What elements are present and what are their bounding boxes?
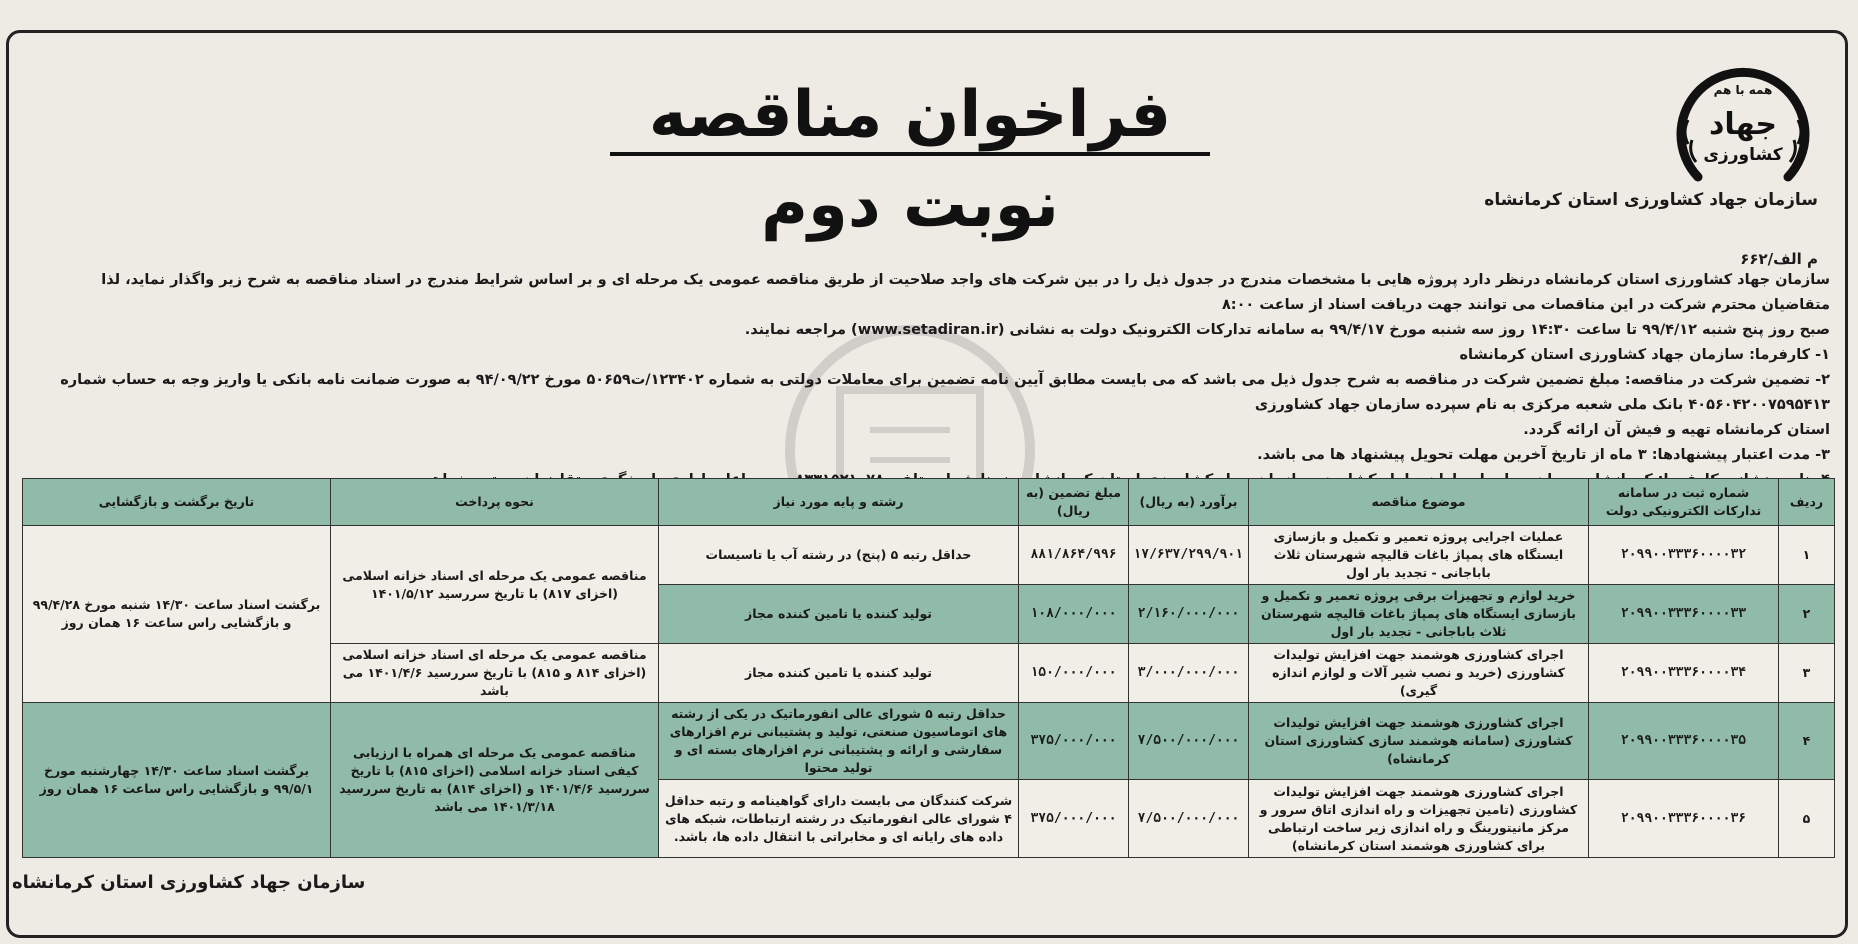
cell-registration: ۲۰۹۹۰۰۳۳۳۶۰۰۰۰۳۵ (1589, 703, 1779, 780)
cell-payment: مناقصه عمومی یک مرحله ای اسناد خزانه اسلامی (اخزای ۸۱۷) با تاریخ سررسید ۱۴۰۱/۵/۱۲ (331, 526, 659, 644)
paragraph-guarantee: ۲- تضمین شرکت در مناقصه: مبلغ تضمین شرکت در مناقصه به شرح جدول ذیل می باشد که می بایست مطابق آیین نامه تضمین برای معاملات دولتی به شماره ۱۲۳۴۰۲/ت۵۰۶۵۹ مورخ ۹۴/۰۹/۲۲ به صورت ضمانت نامه بانکی یا واریز وجه به حساب شماره ۴۰۵۶۰۴۲۰۰۷۵۹۵۴۱۳ بانک ملی شعبه مرکزی به نام سپرده سازمان جهاد کشاورزی (60, 372, 1830, 413)
header-subject: موضوع مناقصه (1249, 479, 1589, 526)
cell-registration: ۲۰۹۹۰۰۳۳۳۶۰۰۰۰۳۶ (1589, 780, 1779, 858)
header-row-number: ردیف (1779, 479, 1835, 526)
page-title: فراخوان مناقصه نوبت دوم (648, 78, 1172, 242)
header-dates: تاریخ برگشت و بازگشایی (23, 479, 331, 526)
cell-row-number: ۴ (1779, 703, 1835, 780)
footer-organization: سازمان جهاد کشاورزی استان کرمانشاه (12, 872, 366, 893)
cell-registration: ۲۰۹۹۰۰۳۳۳۶۰۰۰۰۳۳ (1589, 585, 1779, 644)
header-guarantee: مبلغ تضمین (به ریال) (1019, 479, 1129, 526)
cell-row-number: ۲ (1779, 585, 1835, 644)
logo-main-text: جهاد (1708, 107, 1778, 142)
header-registration: شماره ثبت در سامانه تدارکات الکترونیکی دولت (1589, 479, 1779, 526)
cell-guarantee: ۳۷۵/۰۰۰/۰۰۰ (1019, 703, 1129, 780)
cell-payment: مناقصه عمومی یک مرحله ای اسناد خزانه اسلامی (اخزای ۸۱۴ و ۸۱۵) با تاریخ سررسید ۱۴۰۱/۴/۶ می باشد (331, 644, 659, 703)
table-row (23, 526, 1835, 585)
ad-body (30, 268, 1830, 493)
tender-table (22, 478, 1835, 858)
cell-guarantee: ۱۵۰/۰۰۰/۰۰۰ (1019, 644, 1129, 703)
cell-subject: اجرای کشاورزی هوشمند جهت افزایش تولیدات کشاورزی (تامین تجهیزات و راه اندازی اتاق سرور و مرکز مانیتورینگ و راه اندازی زیر ساخت ارتباطی برای کشاورزی هوشمند استان کرمانشاه) (1249, 780, 1589, 858)
paragraph-employer: ۱- کارفرما: سازمان جهاد کشاورزی استان کرمانشاه (1459, 347, 1830, 363)
cell-estimate: ۷/۵۰۰/۰۰۰/۰۰۰ (1129, 703, 1249, 780)
cell-grade: تولید کننده یا تامین کننده مجاز (659, 644, 1019, 703)
title-underline (610, 152, 1210, 156)
cell-estimate: ۲/۱۶۰/۰۰۰/۰۰۰ (1129, 585, 1249, 644)
cell-subject: اجرای کشاورزی هوشمند جهت افزایش تولیدات کشاورزی (سامانه هوشمند سازی کشاورزی استان کرمانشاه) (1249, 703, 1589, 780)
cell-guarantee: ۸۸۱/۸۶۴/۹۹۶ (1019, 526, 1129, 585)
cell-grade: شرکت کنندگان می بایست دارای گواهینامه و رتبه حداقل ۴ شورای عالی انفورماتیک در رشته ارتباطات، شبکه های داده های رایانه ای و مخابراتی با انتقال داده ها، باشد. (659, 780, 1019, 858)
cell-grade: حداقل رتبه ۵ (پنج) در رشته آب یا تاسیسات (659, 526, 1019, 585)
cell-guarantee: ۳۷۵/۰۰۰/۰۰۰ (1019, 780, 1129, 858)
reference-number: م الف/۶۶۲ (1740, 250, 1818, 268)
cell-registration: ۲۰۹۹۰۰۳۳۳۶۰۰۰۰۳۴ (1589, 644, 1779, 703)
cell-grade: تولید کننده یا تامین کننده مجاز (659, 585, 1019, 644)
cell-subject: خرید لوازم و تجهیزات برقی پروژه تعمیر و تکمیل و بازسازی ایستگاه های پمپاژ باغات قالیچه شهرستان ثلاث باباجانی - تجدید بار اول (1249, 585, 1589, 644)
organization-name: سازمان جهاد کشاورزی استان کرمانشاه (1484, 190, 1818, 210)
paragraph-dates: صبح روز پنج شنبه ۹۹/۴/۱۲ تا ساعت ۱۴:۳۰ روز سه شنبه مورخ ۹۹/۴/۱۷ به سامانه تدارکات الکترونیک دولت به نشانی (www.setadiran.ir) مراجعه نمایند. (744, 322, 1830, 338)
table-header-row (23, 479, 1835, 526)
cell-estimate: ۷/۵۰۰/۰۰۰/۰۰۰ (1129, 780, 1249, 858)
cell-estimate: ۱۷/۶۳۷/۲۹۹/۹۰۱ (1129, 526, 1249, 585)
cell-guarantee: ۱۰۸/۰۰۰/۰۰۰ (1019, 585, 1129, 644)
cell-subject: اجرای کشاورزی هوشمند جهت افزایش تولیدات کشاورزی (خرید و نصب شیر آلات و لوازم اندازه گیری) (1249, 644, 1589, 703)
table-row (23, 703, 1835, 780)
cell-subject: عملیات اجرایی پروژه تعمیر و تکمیل و بازسازی ایستگاه های پمپاژ باغات قالیچه شهرستان ثلاث باباجانی - تجدید بار اول (1249, 526, 1589, 585)
cell-estimate: ۳/۰۰۰/۰۰۰/۰۰۰ (1129, 644, 1249, 703)
paragraph-guarantee-cont: استان کرمانشاه تهیه و فیش آن ارائه گردد. (1523, 422, 1830, 438)
logo-sub-text: کشاورزی (1703, 145, 1783, 165)
header-grade: رشته و پایه مورد نیاز (659, 479, 1019, 526)
jahad-keshavarzi-logo-icon (1668, 52, 1818, 202)
cell-dates: برگشت اسناد ساعت ۱۴/۳۰ شنبه مورخ ۹۹/۴/۲۸ و بازگشایی راس ساعت ۱۶ همان روز (23, 526, 331, 703)
cell-row-number: ۵ (1779, 780, 1835, 858)
header-estimate: برآورد (به ریال) (1129, 479, 1249, 526)
cell-row-number: ۳ (1779, 644, 1835, 703)
paragraph-validity: ۳- مدت اعتبار پیشنهادها: ۳ ماه از تاریخ آخرین مهلت تحویل پیشنهاد ها می باشد. (1257, 447, 1830, 463)
cell-payment: مناقصه عمومی یک مرحله ای همراه با ارزیابی کیفی اسناد خزانه اسلامی (اخزای ۸۱۵) با تاریخ سررسید ۱۴۰۱/۴/۶ و (اخزای ۸۱۴) به تاریخ سررسید ۱۴۰۱/۳/۱۸ می باشد (331, 703, 659, 858)
logo-top-text: همه با هم (1713, 83, 1773, 97)
cell-dates: برگشت اسناد ساعت ۱۴/۳۰ چهارشنبه مورخ ۹۹/۵/۱ و بازگشایی راس ساعت ۱۶ همان روز (23, 703, 331, 858)
paragraph-intro: سازمان جهاد کشاورزی استان کرمانشاه درنظر دارد پروژه هایی با مشخصات مندرج در جدول ذیل را در بین شرکت های واجد صلاحیت از طریق مناقصه عمومی یک مرحله ای و بر اساس شرایط مندرج در اسناد مناقصه به شرح زیر واگذار نماید، لذا متقاضیان محترم شرکت در این مناقصات می توانند جهت دریافت اسناد از ساعت ۸:۰۰ (101, 272, 1830, 313)
cell-row-number: ۱ (1779, 526, 1835, 585)
cell-registration: ۲۰۹۹۰۰۳۳۳۶۰۰۰۰۳۲ (1589, 526, 1779, 585)
cell-grade: حداقل رتبه ۵ شورای عالی انفورماتیک در یکی از رشته های اتوماسیون صنعتی، تولید و پشتیبانی نرم افزارهای سفارشی و ارائه و پشتیبانی نرم افزارهای بسته ای و تولید محتوا (659, 703, 1019, 780)
header-payment: نحوه پرداخت (331, 479, 659, 526)
